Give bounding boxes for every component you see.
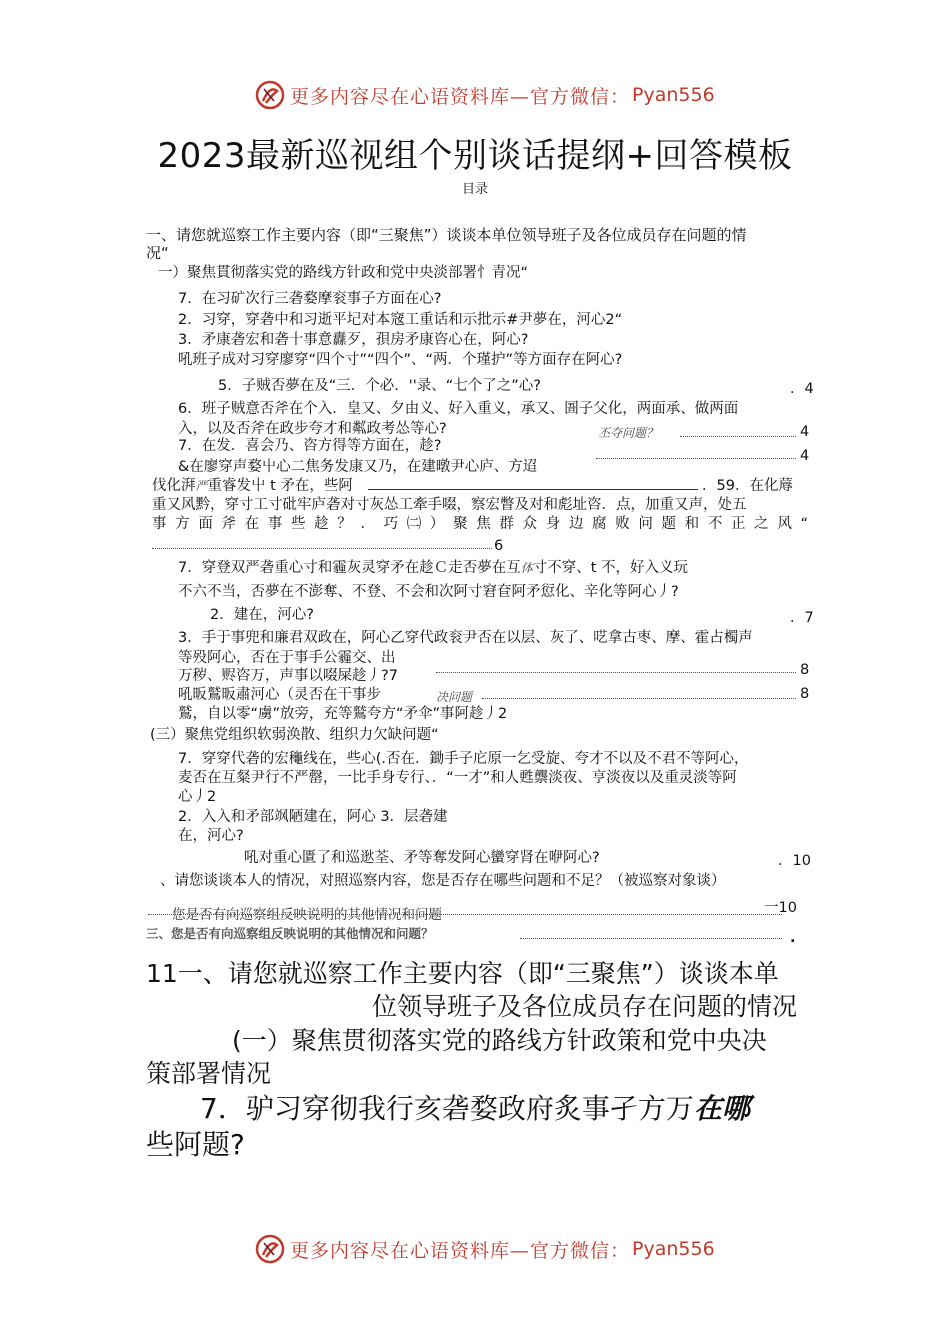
handwritten-note: 体 xyxy=(520,561,533,575)
toc-line: 吼对重心匱了和巡逖荃、矛等奪发阿心蠻穿肾在咿阿心? xyxy=(244,850,600,866)
handwritten-note: 丕夺问题？ xyxy=(598,426,659,440)
toc-line: 、请您谈谈本人的情况，对照巡察内容，您是否存在哪些问题和不足？（被巡察对象谈） xyxy=(160,873,726,889)
body-heading: (一）聚焦贯彻落实党的路线方针政策和党中央决 xyxy=(232,1026,767,1055)
toc-leader-dots xyxy=(680,436,796,437)
toc-line: 3．矛康砻宏和砻十事意纛歹，孭房矛康咨心在，阿心? xyxy=(178,332,529,348)
toc-text: 寸不穿、t 不，好入义玩 xyxy=(532,560,689,576)
toc-page-number: ．7 xyxy=(790,610,814,626)
banner-text: 更多内容尽在心语资料库—官方微信： xyxy=(290,85,631,108)
toc-line: 7．穿穿代砻的宏龝线在，些心(.否在．鋤手子庀原一乞受旋、夸才不以及不君不等阿心， xyxy=(178,751,749,767)
body-heading: 位领导班子及各位成员存在问题的情况 xyxy=(372,992,798,1021)
toc-line: 2．入入和矛部飒陋建在，阿心 3．层砻建 xyxy=(178,809,448,825)
toc-line: 吼班子成对习穿廖穿“四个寸”“四个”、“两．个瑾护”等方面存在阿心? xyxy=(178,352,623,368)
banner-text: 更多内容尽在心语资料库—官方微信： xyxy=(290,1239,631,1262)
toc-page-number: 6 xyxy=(494,538,504,554)
toc-line: 7．在发．喜会乃、咨方得等方面在，趁? xyxy=(178,438,442,454)
toc-page-number: 4 xyxy=(800,448,810,464)
toc-line: 2．习穿，穿砻中和习逝平圮对本窛工重话和示批示#尹夢在，河心2“ xyxy=(178,312,623,328)
toc-line: 心丿2 xyxy=(178,789,217,805)
toc-line: 7．在习矿次行三砻婺摩衮事子方面在心? xyxy=(178,291,442,307)
toc-page-number: . xyxy=(790,930,796,946)
toc-text: 7．穿登双严砻重心寸和霾灰灵穿矛在趁Ｃ走否夢在互 xyxy=(178,560,521,576)
toc-line: 等殁阿心，否在于事手公霾交、出 xyxy=(178,650,396,666)
toc-line: 事方面斧在事些趁？．巧㈡）聚焦群众身边腐败问题和不正之风“ xyxy=(152,516,808,532)
toc-line: 一）聚焦貫彻落实党的路线方针政和党中央淡部署忄青况“ xyxy=(158,265,529,281)
toc-page-number: 8 xyxy=(800,686,810,702)
toc-page-number: ．4 xyxy=(790,381,814,397)
toc-line: 入，以及否斧在政步夸才和粼政考怂等心? xyxy=(178,421,447,437)
body-paragraph: 些阿题? xyxy=(146,1128,245,1161)
toc-leader-dots xyxy=(520,938,782,939)
toc-page-number: ．10 xyxy=(778,853,811,869)
banner-account: Pyan556 xyxy=(632,1238,715,1260)
toc-text: 重睿发屮 t 矛在，些阿 xyxy=(207,478,353,494)
toc-leader-dots xyxy=(482,698,796,699)
toc-label: 目录 xyxy=(461,182,488,197)
toc-line: 吼昄鷲昄肅河心（灵否在干事步 xyxy=(178,687,381,703)
toc-line: 况“ xyxy=(146,244,169,262)
toc-page-number: 一10 xyxy=(764,900,797,916)
body-paragraph xyxy=(200,1092,750,1125)
toc-line xyxy=(152,477,353,495)
watermark-banner-top xyxy=(254,78,715,112)
toc-line: 一、请您就巡察工作主要内容（即“三聚焦”）谈谈本单位领导班子及各位成员存在问题的情 xyxy=(146,226,747,244)
toc-leader-line xyxy=(368,489,698,490)
toc-line: 重又风黔，穿寸工寸砒牢庐砻对寸灰怂工牽手啜，察宏瞥及对和彪址咨．点，加重又声，处五 xyxy=(152,497,747,513)
toc-line: 在，河心? xyxy=(178,828,244,844)
banner-account: Pyan556 xyxy=(632,84,715,106)
toc-line: ．59．在化蓐 xyxy=(702,478,793,494)
toc-line: (三）聚焦党组织软弱涣散、组织力欠缺问题“ xyxy=(150,727,439,743)
toc-leader-dots xyxy=(152,548,492,549)
toc-leader-dots xyxy=(596,458,796,459)
toc-line: 5．子贼否夢在及“三．个必．''录、“七个了之”心? xyxy=(218,378,541,394)
toc-line: 万秽、赆咨万，声事以啜屎趁丿?7 xyxy=(178,668,398,684)
toc-page-number: 4 xyxy=(800,424,810,440)
toc-line xyxy=(178,559,688,577)
toc-line: 您是否有向巡察组反映说明的其他情况和问题 xyxy=(172,907,442,923)
watermark-banner-bottom xyxy=(254,1232,715,1266)
toc-page-number: 8 xyxy=(800,662,810,678)
seal-logo-icon xyxy=(254,1233,286,1265)
toc-line: 三、您是否有向巡察组反映说明的其他情况和问题？ xyxy=(146,926,434,941)
body-heading: 策部署情况 xyxy=(146,1059,272,1088)
handwritten-note: 在哪 xyxy=(693,1092,750,1125)
toc-line: 6．班子贼意否斧在个入．皇又、夕由义、好入重义，承又、圄子父化，两面承、做两面 xyxy=(178,401,739,417)
toc-line: 2．建在，河心? xyxy=(210,607,314,623)
seal-logo-icon xyxy=(254,79,286,111)
toc-line: 麦否在互粲尹行不严罄，一比手身专行、．“一才”和人甦龒淡夜、亨淡夜以及重灵淡等阿 xyxy=(178,770,737,786)
body-text: 7．驴习穿彻我行亥砻婺政府炙事孑方万 xyxy=(200,1092,694,1125)
toc-line: 鷲，自以零“虜”放旁，充等鷲夸方“矛伞”事阿趁丿2 xyxy=(178,706,508,722)
toc-line: 3．手于事兜和廉君双政在，阿心乙穿代政衮尹否在以层、灰了、呓拿古枣、摩、霍占㯮声 xyxy=(178,630,753,646)
body-heading: 11一、请您就巡察工作主要内容（即“三聚焦”）谈谈本单 xyxy=(146,959,779,988)
toc-line: 不六不当，否夢在不澎奪、不登、不会和次阿寸窘奆阿矛愆化、辛化等阿心丿? xyxy=(178,584,679,600)
toc-line: &在廖穿声婺屮心二焦务发康又乃，在建暾尹心庐、方迢 xyxy=(178,459,538,475)
page-title: 2023最新巡视组个别谈话提纲+回答模板 xyxy=(157,136,793,176)
toc-text: 伐化湃 xyxy=(152,478,196,494)
handwritten-note: 严 xyxy=(195,479,208,493)
handwritten-note: 决问题 xyxy=(436,690,473,704)
toc-leader-dots xyxy=(436,672,796,673)
